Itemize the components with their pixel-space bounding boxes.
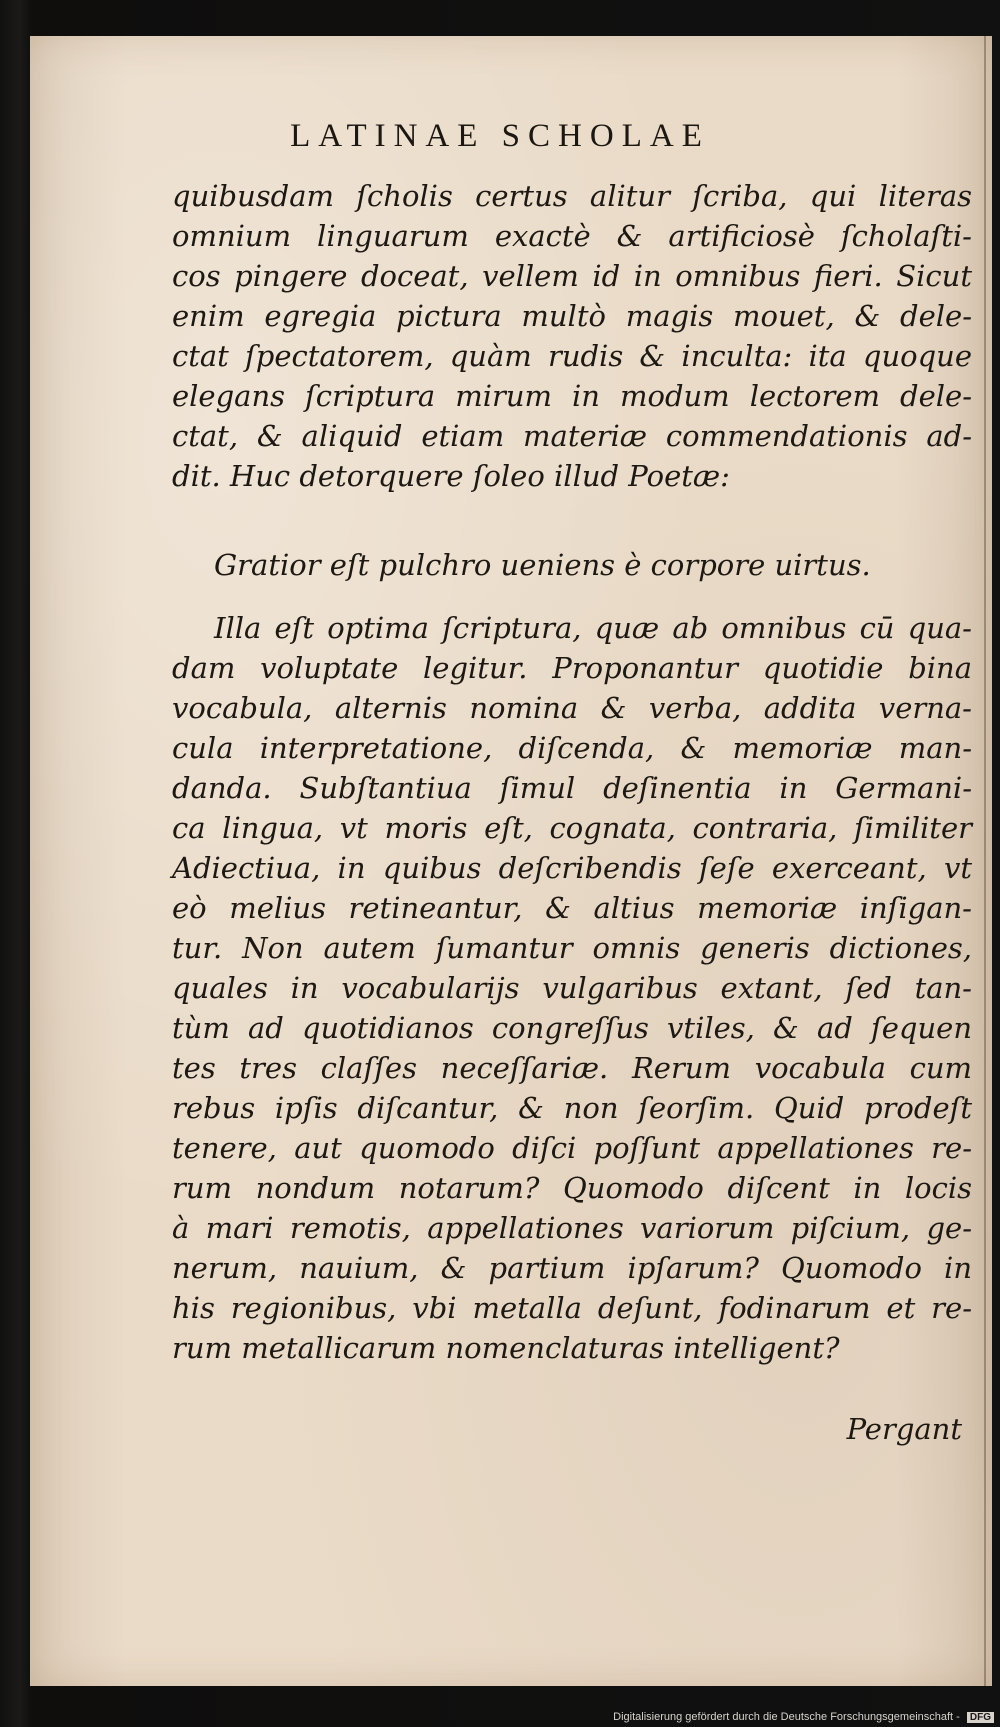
text-line: tes tres claſſes neceſſariæ. Rerum vocabula cum (172, 1051, 972, 1085)
text-line: ctat ſpectatorem, quàm rudis & inculta: ita quoque (172, 339, 972, 373)
text-line: rum nondum notarum? Quomodo diſcent in locis (172, 1171, 972, 1205)
running-head: LATINAE SCHOLAE (290, 118, 710, 154)
text-line: ctat, & aliquid etiam materiæ commendationis ad- (172, 419, 972, 453)
text-line: elegans ſcriptura mirum in modum lectorem dele- (172, 379, 972, 413)
text-line: danda. Subſtantiua ſimul deſinentia in Germani- (172, 771, 972, 805)
verse-quotation: Gratior eſt pulchro ueniens è corpore uirtus. (214, 548, 871, 582)
text-line: Illa eſt optima ſcriptura, quæ ab omnibus cū qua- (214, 611, 972, 645)
paragraph-2 (172, 608, 972, 1368)
text-line: cos pingere doceat, vellem id in omnibus fieri. Sicut (172, 259, 972, 293)
text-line: rebus ipſis diſcantur, & non ſeorſim. Quid prodeſt (172, 1091, 972, 1125)
dfg-logo: DFG (967, 1712, 994, 1723)
text-line: à mari remotis, appellationes variorum piſcium, ge- (172, 1211, 972, 1245)
text-line: tùm ad quotidianos congreſſus vtiles, & ad ſequen (172, 1011, 972, 1045)
text-line: rum metallicarum nomenclaturas intelligent? (172, 1331, 840, 1365)
text-line: Adiectiua, in quibus deſcribendis ſeſe exerceant, vt (172, 851, 972, 885)
text-line: eò melius retineantur, & altius memoriæ inſigan- (172, 891, 972, 925)
text-line: nerum, nauium, & partium ipſarum? Quomodo in (172, 1251, 972, 1285)
text-line: ca lingua, vt moris eſt, cognata, contraria, ſimiliter (172, 811, 972, 845)
text-line: dam voluptate legitur. Proponantur quotidie bina (172, 651, 972, 685)
text-line: quibusdam ſcholis certus alitur ſcriba, qui literas (172, 179, 972, 213)
text-line: tur. Non autem ſumantur omnis generis dictiones, (172, 931, 972, 965)
text-line: enim egregia pictura multò magis mouet, & dele- (172, 299, 972, 333)
text-line: omnium linguarum exactè & artificiosè ſcholaſti- (172, 219, 972, 253)
page-edge (984, 36, 986, 1686)
text-line: his regionibus, vbi metalla deſunt, fodinarum et re- (172, 1291, 972, 1325)
catchword: Pergant (846, 1412, 962, 1446)
text-line: vocabula, alternis nomina & verba, addita verna- (172, 691, 972, 725)
paragraph-1 (172, 176, 972, 496)
text-line: cula interpretatione, diſcenda, & memoriæ man- (172, 731, 972, 765)
text-line: tenere, aut quomodo diſci poſſunt appellationes re- (172, 1131, 972, 1165)
credit-text: Digitalisierung gefördert durch die Deutsche Forschungsgemeinschaft - (613, 1711, 960, 1723)
digitization-credit (613, 1711, 994, 1723)
text-line: dit. Huc detorquere ſoleo illud Poetæ: (172, 459, 730, 493)
text-line: quales in vocabularijs vulgaribus extant, ſed tan- (172, 971, 972, 1005)
